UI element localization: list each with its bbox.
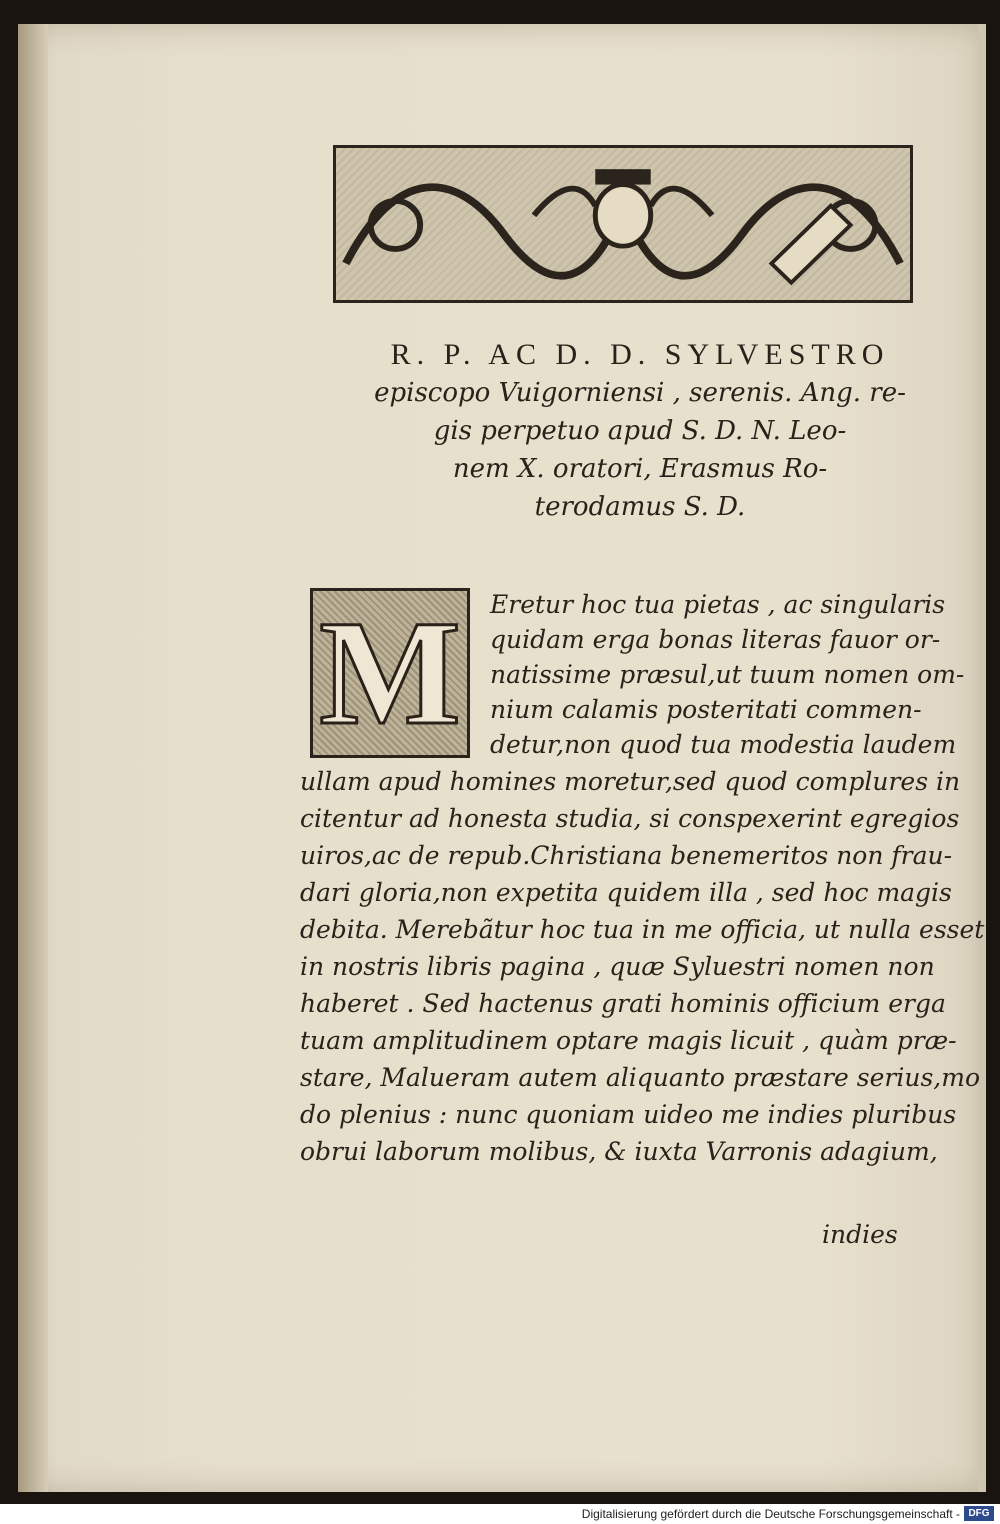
text-line: Eretur hoc tua pietas , ac singularis xyxy=(490,590,946,619)
decorated-initial xyxy=(310,588,470,758)
text-line: ullam apud homines moretur,sed quod complures in xyxy=(300,767,961,796)
heading-line: terodamus S. D. xyxy=(534,492,746,522)
heading-line: gis perpetuo apud S. D. N. Leo- xyxy=(433,416,847,446)
text-line: detur,non quod tua modestia laudem xyxy=(490,730,957,759)
page-edge xyxy=(978,24,986,1492)
text-line: debita. Merebãtur hoc tua in me officia, ut nulla esset xyxy=(300,915,985,944)
text-line: haberet . Sed hactenus grati hominis officium erga xyxy=(300,989,946,1018)
text-line: stare, Malueram autem aliquanto præstare serius,mo xyxy=(300,1063,981,1092)
text-line: in nostris libris pagina , quæ Syluestri nomen non xyxy=(300,952,935,981)
text-line: uiros,ac de repub.Christiana benemeritos non frau- xyxy=(300,841,953,870)
text-line: quidam erga bonas literas fauor or- xyxy=(490,625,941,654)
digitization-credit: Digitalisierung gefördert durch die Deutsche Forschungsgemeinschaft - xyxy=(0,1504,1000,1524)
page-gutter xyxy=(18,24,48,1492)
heading-line: nem X. oratori, Erasmus Ro- xyxy=(452,454,828,484)
text-line: natissime præsul,ut tuum nomen om- xyxy=(490,660,965,689)
dedication-heading xyxy=(290,335,930,525)
heading-title: R. P. AC D. D. SYLVESTRO xyxy=(390,338,890,371)
text-line: nium calamis posteritati commen- xyxy=(490,695,922,724)
text-line: tuam amplitudinem optare magis licuit , quàm præ- xyxy=(300,1026,957,1055)
initial-letter: M xyxy=(319,590,461,756)
catchword: indies xyxy=(822,1220,898,1249)
text-line: citentur ad honesta studia, si conspexerint egregios xyxy=(300,804,960,833)
text-line: dari gloria,non expetita quidem illa , sed hoc magis xyxy=(300,878,952,907)
headpiece-ornament-drawing xyxy=(336,148,910,300)
heading-line: episcopo Vuigorniensi , serenis. Ang. re- xyxy=(374,378,906,408)
text-line: do plenius : nunc quoniam uideo me indies pluribus xyxy=(300,1100,957,1129)
text-line: obrui laborum molibus, & iuxta Varronis adagium, xyxy=(300,1137,938,1166)
dfg-logo: DFG xyxy=(964,1506,994,1521)
woodcut-headpiece-ornament xyxy=(333,145,913,303)
